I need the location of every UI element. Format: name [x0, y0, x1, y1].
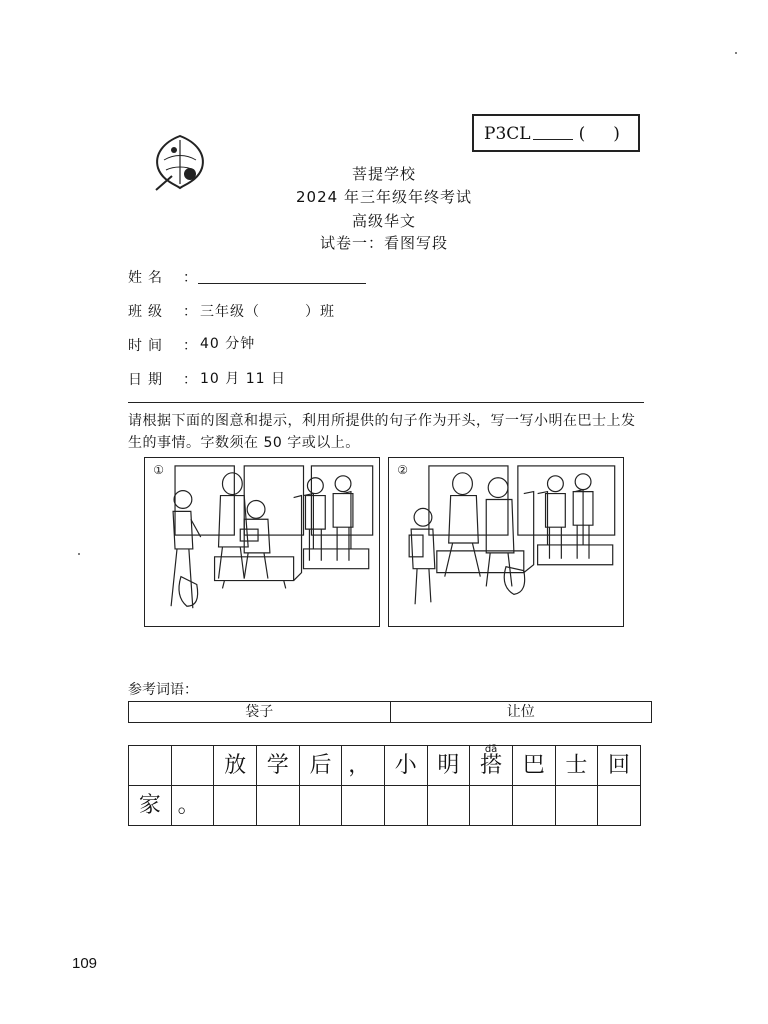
grid-cell[interactable]: 回	[597, 745, 641, 786]
date-label: 日期	[128, 372, 168, 388]
grid-cell[interactable]	[171, 745, 215, 786]
paren-close: )	[613, 124, 620, 144]
grid-cell[interactable]	[341, 785, 385, 826]
panel-1-number: ①	[153, 462, 164, 477]
panel-2-number: ②	[397, 462, 408, 477]
scan-speck	[735, 52, 737, 54]
class-code-box	[472, 114, 640, 152]
grid-cell[interactable]	[597, 785, 641, 826]
date-value: 10 月 11 日	[200, 371, 286, 387]
grid-cell[interactable]	[384, 785, 428, 826]
grid-cell[interactable]	[427, 785, 471, 826]
name-field[interactable]	[198, 283, 366, 284]
grid-cell[interactable]: 家	[128, 785, 172, 826]
grid-row	[128, 785, 652, 826]
grid-char: 搭	[480, 753, 503, 778]
pinyin-annotation: dā	[484, 744, 498, 755]
picture-panel-1	[144, 457, 380, 627]
reference-word: 袋子	[245, 704, 274, 720]
grid-cell[interactable]	[256, 785, 300, 826]
school-name: 菩提学校	[351, 165, 416, 183]
grid-cell[interactable]	[213, 785, 257, 826]
page-number: 109	[72, 955, 98, 972]
grid-cell[interactable]	[512, 785, 556, 826]
time-value: 40 分钟	[200, 336, 256, 352]
grid-cell[interactable]: ，	[341, 745, 385, 786]
grid-cell[interactable]	[555, 785, 599, 826]
class-code: P3CL	[484, 124, 531, 144]
paren-open: (	[578, 124, 586, 144]
instructions: 请根据下面的图意和提示，利用所提供的句子作为开头，写一写小明在巴士上发生的事情。字数须在 50 字或以上。	[128, 413, 636, 451]
scan-speck	[78, 553, 80, 555]
picture-panel-2	[388, 457, 624, 627]
grid-cell[interactable]: 。	[171, 785, 215, 826]
grid-row	[128, 745, 652, 786]
grid-cell-with-pinyin[interactable]	[469, 745, 513, 786]
class-value: 三年级（ ）班	[200, 304, 335, 320]
grid-cell[interactable]	[128, 745, 172, 786]
grid-cell[interactable]: 后	[299, 745, 343, 786]
grid-cell[interactable]: 放	[213, 745, 257, 786]
name-colon: ：	[183, 270, 197, 286]
reference-words-table	[128, 701, 652, 723]
class-label: 班级	[128, 304, 168, 320]
section-divider	[128, 402, 644, 403]
grid-cell[interactable]: 巴	[512, 745, 556, 786]
class-colon: ：	[183, 304, 197, 320]
time-colon: ：	[183, 338, 197, 354]
grid-cell[interactable]: 小	[384, 745, 428, 786]
writing-grid	[128, 745, 652, 827]
grid-cell[interactable]: 士	[555, 745, 599, 786]
grid-cell[interactable]	[469, 785, 513, 826]
class-code-blank[interactable]	[533, 125, 573, 140]
grid-cell[interactable]: 学	[256, 745, 300, 786]
paper-title: 试卷一：看图写段	[319, 234, 448, 252]
time-label: 时间	[128, 338, 168, 354]
reference-words-label: 参考词语：	[128, 682, 198, 698]
grid-cell[interactable]: 明	[427, 745, 471, 786]
date-colon: ：	[183, 372, 197, 388]
grid-cell[interactable]	[299, 785, 343, 826]
reference-word: 让位	[390, 702, 652, 722]
subject-title: 高级华文	[351, 212, 416, 230]
exam-title: 2024 年三年级年终考试	[296, 188, 472, 206]
name-label: 姓名	[128, 270, 168, 286]
